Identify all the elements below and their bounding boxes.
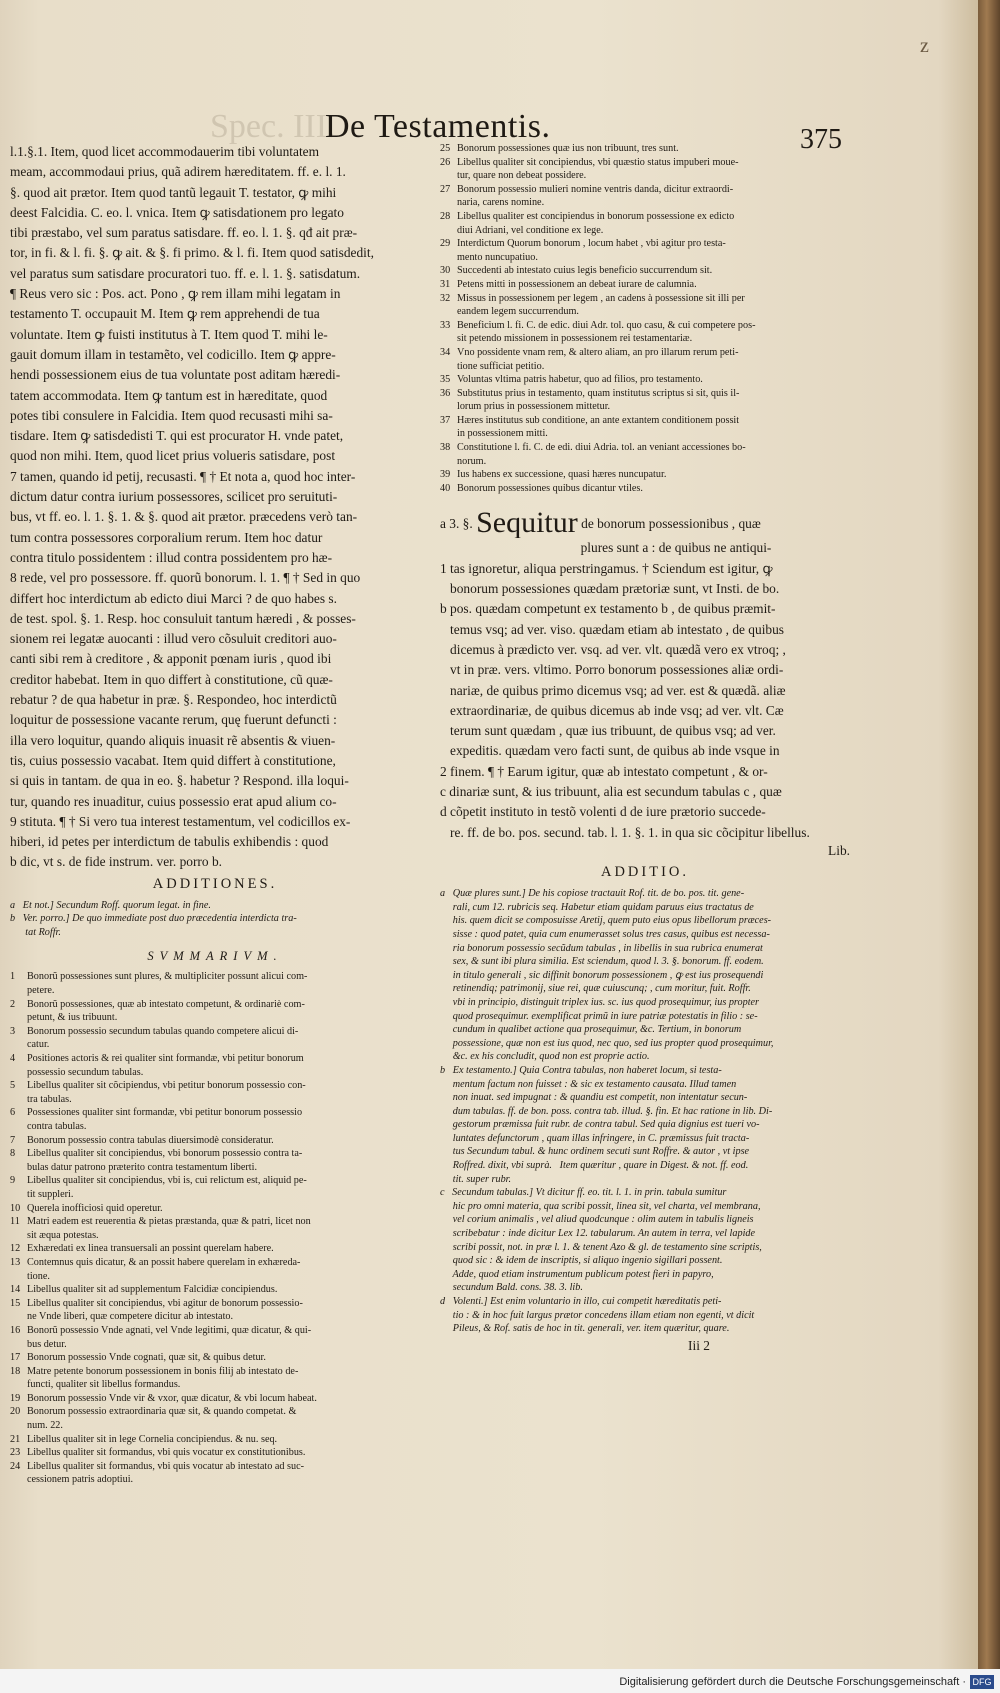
summarium-item: [10, 1351, 420, 1365]
summarium-item: [10, 1147, 420, 1161]
summarium-item: [10, 1038, 420, 1052]
body-line: tis, cuius possessio vacabat. Item quid differt à constitutione,: [10, 752, 336, 768]
summarium-text: norum.: [457, 455, 487, 467]
summarium-text: Querela inofficiosi quid operetur.: [27, 1202, 163, 1214]
summarium-item: [10, 1460, 420, 1474]
summarium-text: Bonorum possessio mulieri nomine ventris danda, dicitur extraordi-: [457, 183, 734, 195]
summarium-item: [10, 1256, 420, 1270]
summarium-text: tione.: [27, 1270, 50, 1282]
additio-line: a Quæ plures sunt.] De his copiose tractauit Rof. tit. de bo. pos. tit. gene-: [440, 888, 745, 900]
additio-line: vbi in principio, distinguit triplex ius. sc. ius quod prosequimur, ius propter: [440, 996, 760, 1008]
additio-line: dum tabulas. ff. de bon. poss. contra tab. illud. §. fin. Et hac ratione in lib. Di-: [440, 1105, 773, 1117]
summarium-number: 24: [10, 1460, 21, 1472]
summarium-text: Bonorũ possessio Vnde agnati, vel Vnde legitimi, quæ dicatur, & qui-: [27, 1324, 312, 1336]
summarium-text: num. 22.: [27, 1420, 63, 1432]
summarium-text: Libellus qualiter sit concipiendus, vbi is, cui relictum est, aliquid pe-: [27, 1175, 307, 1187]
summarium-text: Libellus qualiter sit concipiendus, vbi agitur de bonorum possessio-: [27, 1297, 303, 1309]
body-line: §. quod ait prætor. Item quod tantũ legauit T. testator, ꝙ mihi: [10, 184, 337, 200]
summarium-number: 20: [10, 1406, 21, 1418]
summarium-text: Substitutus prius in testamento, quam institutus scriptus si sit, quis il-: [457, 387, 740, 399]
summarium-number: 25: [440, 143, 451, 154]
body-line: meam, accommodaui prius, quã adirem hæreditatem. ff. e. l. 1.: [10, 164, 346, 180]
summarium-text: Interdictum Quorum bonorum , locum habet , vbi agitur pro testa-: [457, 238, 726, 250]
summarium-number: 23: [10, 1447, 21, 1459]
summarium-item: [10, 1093, 420, 1107]
additio-line: c Secundum tabulas.] Vt dicitur ff. eo. tit. l. 1. in prin. tabula sumitur: [440, 1187, 727, 1199]
summarium-text: Hæres institutus sub conditione, an ante extantem conditionem possit: [457, 414, 740, 426]
additio-line: b Ver. porro.] De quo immediate post duo præcedentia interdicta tra-: [10, 913, 297, 925]
summarium-item: [440, 482, 850, 496]
body-line: tum contra possessores corporalium rerum. Item hoc datur: [10, 529, 323, 545]
summarium-number: 40: [440, 482, 451, 494]
digitization-credit: Digitalisierung gefördert durch die Deutsche Forschungsgemeinschaft ·: [619, 1676, 966, 1688]
summarium-number: 18: [10, 1365, 21, 1377]
right-column: [440, 142, 850, 1356]
summarium-text: Bonorũ possessiones sunt plures, & multipliciter possunt alicui com-: [27, 971, 308, 983]
summarium-text: catur.: [27, 1039, 50, 1051]
summarium-item: [10, 1270, 420, 1284]
summarium-text: Possessiones qualiter sint formandæ, vbi petitur bonorum possessio: [27, 1107, 303, 1119]
summarium-number: 31: [440, 278, 451, 290]
additio-line: hic pro omni materia, qua scribi possit, linea sit, vel charta, vel membrana,: [440, 1200, 761, 1212]
body-line: ¶ Reus vero sic : Pos. act. Pono , ꝙ rem illam mihi legatam in: [10, 286, 341, 302]
summarium-text: Libellus qualiter sit formandus, vbi quis vocatur ex constitutionibus.: [27, 1447, 306, 1459]
summarium-number: 3: [10, 1025, 16, 1037]
summarium-text: Exhæredati ex linea transuersali an possint querelam habere.: [27, 1243, 274, 1255]
summarium-item: [440, 441, 850, 455]
body-line: hiberi, id petes per interdictum de tabulis exhibendis : quod: [10, 834, 329, 850]
summarium-item: [440, 142, 850, 156]
summarium-item: [10, 1433, 420, 1447]
summarium-item: [440, 455, 850, 469]
summarium-text: Bonorum possessio contra tabulas diuersimodè consideratur.: [27, 1134, 274, 1146]
left-column: [10, 142, 420, 1487]
summarium-item: [440, 156, 850, 170]
summarium-text: Missus in possessionem per legem , an cadens à possessione sit illi per: [457, 292, 745, 304]
summarium-text: Libellus qualiter sit concipiendus, vbi bonorum possessio contra ta-: [27, 1148, 303, 1160]
summarium-number: 16: [10, 1324, 21, 1336]
additio-line: ria bonorum possessio secũdum tabulas , in libellis in sua rubrica enumerat: [440, 942, 763, 954]
summarium-item: [10, 1134, 420, 1148]
summarium-item: [10, 1310, 420, 1324]
summarium-item: [10, 1378, 420, 1392]
body-line: canti sibi rem à creditore , & apponit pœnam iuris , quod ibi: [10, 651, 332, 667]
summarium-number: 8: [10, 1148, 16, 1160]
body-line: dicemus à prædicto ver. vsq. ad ver. vlt. quædã vero ex vtroq; ,: [440, 641, 786, 657]
additio-line: tit. super rubr.: [440, 1173, 512, 1185]
summarium-heading: SVMMARIVM.: [147, 949, 283, 964]
left-body-text: [10, 142, 420, 873]
additio-line: scribi possit, not. in præ l. 1. & tenent Azo & gl. de testamento sine scriptis,: [440, 1241, 762, 1253]
signature-mark: Iii 2: [688, 1337, 710, 1353]
summarium-list: [10, 970, 420, 1487]
right-body-text: [440, 538, 850, 842]
additio-line: Adde, quod etiam instrumentum publicum potest fieri in papyro,: [440, 1268, 714, 1280]
summarium-text: tit suppleri.: [27, 1188, 74, 1200]
body-line: tor, in fi. & l. fi. §. ꝙ ait. & §. fi primo. & l. fi. Item quod satisdedit,: [10, 245, 374, 261]
body-line: creditor habebat. Item in quo differt à constitutione, cũ quæ-: [10, 671, 333, 687]
summarium-text: functi, qualiter sit libellus formandus.: [27, 1379, 181, 1391]
body-line: tisdare. Item ꝙ satisdedisti T. qui est procurator H. vnde patet,: [10, 428, 344, 444]
dfg-logo: DFG: [970, 1675, 994, 1689]
summarium-item: [440, 292, 850, 306]
summarium-number: 7: [10, 1134, 16, 1146]
summarium-item: [440, 414, 850, 428]
summarium-item: [440, 400, 850, 414]
summarium-text: Libellus qualiter sit ad supplementum Falcidiæ concipiendus.: [27, 1284, 278, 1296]
additio-line: possessione, quæ non est ius quod, nec quo, sed ius propter quod prosequimur,: [440, 1037, 774, 1049]
summarium-text: Positiones actoris & rei qualiter sint formandæ, vbi petitur bonorum: [27, 1053, 304, 1065]
body-line: tibi præstabo, vel sum paratus satisdare. ff. eo. l. 1. §. qđ ait præ-: [10, 225, 358, 241]
left-additiones: [10, 899, 420, 940]
summarium-item: [440, 305, 850, 319]
summarium-number: 33: [440, 319, 451, 331]
additio-line: mentum factum non fuisset : & sic ex testamento causata. Illud tamen: [440, 1078, 737, 1090]
summarium-number: 39: [440, 469, 451, 481]
summarium-text: Bonorum possessio Vnde vir & vxor, quæ dicatur, & vbi locum habeat.: [27, 1392, 317, 1404]
summarium-item: [10, 1419, 420, 1433]
summarium-item: [10, 1405, 420, 1419]
summarium-text: Bonorum possessio secundum tabulas quando competere alicui di-: [27, 1025, 299, 1037]
summarium-number: 27: [440, 183, 451, 195]
summarium-item: [440, 278, 850, 292]
summarium-text: possessio secundum tabulas.: [27, 1066, 144, 1078]
body-line: gauit domum illam in testamẽto, vel codicillo. Item ꝙ appre-: [10, 346, 336, 362]
summarium-item: [10, 984, 420, 998]
summarium-text: Bonorum possessiones quibus dicantur vtiles.: [457, 482, 643, 494]
summarium-item: [10, 1025, 420, 1039]
summarium-number: 26: [440, 156, 451, 168]
summarium-text: Voluntas vltima patris habetur, quo ad filios, pro testamento.: [457, 374, 703, 386]
summarium-item: [10, 1283, 420, 1297]
catchword: Lib.: [828, 842, 850, 858]
summarium-item: [440, 237, 850, 251]
summarium-number: 6: [10, 1107, 16, 1119]
summarium-text: sit æqua potestas.: [27, 1229, 99, 1241]
summarium-number: 37: [440, 414, 451, 426]
summarium-item: [10, 1011, 420, 1025]
summarium-item: [440, 224, 850, 238]
summarium-item: [440, 196, 850, 210]
body-line: l.1.§.1. Item, quod licet accommodauerim tibi voluntatem: [10, 144, 320, 159]
summarium-text: petere.: [27, 985, 55, 997]
additio-line: retinendiq; patrimonij, siue rei, quæ cuiuscunq; , cum moritur, fuit. Roffr.: [440, 983, 751, 995]
summarium-text: Matre petente bonorum possessionem in bonis filij ab intestato de-: [27, 1365, 299, 1377]
summarium-item: [10, 998, 420, 1012]
summarium-text: cessionem patris adoptiui.: [27, 1474, 134, 1486]
additio-line: luntates defunctorum , quam illas infringere, in C. præmissus fuit tracta-: [440, 1132, 750, 1144]
summarium-number: 38: [440, 442, 451, 454]
summarium-number: 10: [10, 1202, 21, 1214]
summarium-item: [440, 427, 850, 441]
summarium-item: [10, 970, 420, 984]
summarium-number: 2: [10, 998, 16, 1010]
summarium-text: lorum prius in possessionem mittetur.: [457, 401, 611, 413]
body-line: differt hoc interdictum ab edicto diui Marci ? de quo habes s.: [10, 590, 337, 606]
additio-line: rali, cum 12. rubricis seq. Habetur etiam quidam paruus eius tractatus de: [440, 901, 754, 913]
additio-line: gestorum præmissa fuit rubr. de contra tabul. Sed quia dignius est tueri vo-: [440, 1119, 760, 1131]
body-line: plures sunt a : de quibus ne antiqui-: [440, 540, 772, 556]
summarium-text: Contemnus quis dicatur, & an possit habere querelam in exhæreda-: [27, 1256, 301, 1268]
summarium-number: 5: [10, 1080, 16, 1092]
additio-line: Pileus, & Rof. satis de hoc in tit. generali, ver. item quæritur, quare.: [440, 1323, 730, 1335]
summarium-number: 4: [10, 1053, 16, 1065]
summarium-item: [440, 264, 850, 278]
additio-line: in titulo generali , sic diffinit bonorum possessionem , ꝙ est ius prosequendi: [440, 969, 764, 981]
body-line: sionem rei legatæ auocanti : illud vero cõsuluit creditori auo-: [10, 631, 337, 647]
additio-heading: ADDITIO.: [600, 864, 690, 881]
summarium-text: Bonorum possessio Vnde cognati, quæ sit, & quibus detur.: [27, 1352, 266, 1364]
additio-line: cundum in qualibet actione qua prosequimur, &c. Tertium, in bonorum: [440, 1024, 742, 1036]
summarium-item: [10, 1120, 420, 1134]
summarium-text: contra tabulas.: [27, 1121, 87, 1132]
summarium-number: 17: [10, 1352, 21, 1364]
body-line: rebatur ? de qua habetur in præ. §. Respondeo, hoc interdictũ: [10, 692, 337, 708]
summarium-text: diui Adriani, vel conditione ex lege.: [457, 224, 604, 236]
body-line: 8 rede, vel pro possessore. ff. quorũ bonorum. l. 1. ¶ † Sed in quo: [10, 570, 361, 586]
additio-line: d Volenti.] Est enim voluntario in illo, cui competit hæreditatis peti-: [440, 1296, 722, 1307]
summarium-item: [440, 387, 850, 401]
summarium-number: 14: [10, 1284, 21, 1296]
right-additio: [440, 887, 850, 1336]
additiones-heading: ADDITIONES.: [152, 875, 278, 892]
summarium-number: 15: [10, 1297, 21, 1309]
summarium-item: [440, 210, 850, 224]
summarium-text: Bonorũ possessiones, quæ ab intestato competunt, & ordinariè com-: [27, 998, 305, 1010]
summarium-text: Ius habens ex successione, quasi hæres nuncupatur.: [457, 469, 667, 481]
body-line: 2 finem. ¶ † Earum igitur, quæ ab intestato competunt , & or-: [440, 763, 768, 779]
additio-line: non inuat. sed impugnat : & quandiu est competit, non intentatur secun-: [440, 1092, 748, 1104]
body-line: 7 tamen, quando id petij, recusasti. ¶ † Et nota a, quod hoc inter-: [10, 468, 356, 484]
additio-line: tus Secundum tabul. & hunc ordinem secuti sunt Roffre. & autor , vt ipse: [440, 1146, 750, 1158]
body-line: vel paratus sum satisdare procuratori tuo. ff. e. l. 1. §. satisdatum.: [10, 265, 361, 281]
summarium-number: 21: [10, 1433, 21, 1445]
body-line: re. ff. de bo. pos. secund. tab. l. 1. §. 1. in qua sic cõcipitur libellus.: [440, 824, 810, 840]
body-line: dictum datur contra iurium possessores, scilicet pro seruituti-: [10, 489, 338, 505]
page-number: 375: [800, 124, 842, 155]
summarium-text: Petens mitti in possessionem an debeat iurare de calumnia.: [457, 278, 697, 290]
summarium-text: Constitutione l. fi. C. de edi. diui Adria. tol. an veniant accessiones bo-: [457, 442, 746, 454]
additio-line: &c. ex his concludit, quod non est proprie actio.: [440, 1051, 650, 1063]
body-line: tatem accommodata. Item ꝙ tantum est in hæreditate, quod: [10, 387, 328, 403]
summarium-item: [10, 1229, 420, 1243]
body-line: voluntate. Item ꝙ fuisti institutus à T. Item quod T. mihi le-: [10, 326, 328, 342]
body-line: terum sunt quædam , quæ ius tribuunt, de quibus vsq; ad ver.: [440, 723, 776, 739]
summarium-item: [440, 319, 850, 333]
additio-line: tat Roffr.: [10, 926, 61, 938]
summarium-number: 35: [440, 374, 451, 386]
summarium-item: [10, 1297, 420, 1311]
corner-mark: z: [920, 35, 929, 57]
summarium-text: Libellus qualiter sit in lege Cornelia concipiendus. & nu. seq.: [27, 1433, 278, 1445]
body-line: quod non mihi. Item, quod licet prius volueris satisdare, post: [10, 448, 336, 464]
summarium-number: 34: [440, 346, 451, 358]
additio-line: his. quem dicit se composuisse Aretij, quem puto eius opus libellorum præces-: [440, 915, 772, 927]
book-spine: [978, 0, 1000, 1693]
summarium-item: [10, 1188, 420, 1202]
summarium-number: 36: [440, 387, 451, 399]
additio-line: scribebatur : inde dicitur Lex 12. tabularum. An autem in terra, vel lapide: [440, 1228, 756, 1240]
body-line: loquitur de possessione vacante rerum, quę fuerunt defuncti :: [10, 712, 337, 728]
summarium-text: eandem legem succurrendum.: [457, 306, 579, 318]
summarium-item: [440, 346, 850, 360]
running-title: De Testamentis.: [325, 108, 551, 145]
body-line: extraordinariæ, de quibus dicemus ab inde vsq; ad ver. vlt. Cæ: [440, 702, 784, 718]
summarium-number: 12: [10, 1243, 21, 1255]
summarium-item: [440, 332, 850, 346]
additio-line: a Et not.] Secundum Roff. quorum legat. in fine.: [10, 899, 211, 911]
summarium-list-continued: [440, 142, 850, 495]
summarium-text: Matri eadem est reuerentia & pietas præstanda, quæ & patri, licet non: [27, 1216, 311, 1228]
body-line: nariæ, de quibus primo dicemus vsq; ad ver. est & quædã. aliæ: [440, 682, 786, 698]
summarium-text: bus detur.: [27, 1338, 67, 1350]
summarium-text: bulas datur patrono præterito contra testamentum liberti.: [27, 1161, 258, 1173]
body-line: deest Falcidia. C. eo. l. vnica. Item ꝙ satisdationem pro legato: [10, 204, 344, 220]
summarium-text: tra tabulas.: [27, 1093, 72, 1105]
summarium-text: mento nuncupatiuo.: [457, 251, 538, 263]
body-line: tur, quando res inuaditur, cuius possessio erat apud alium co-: [10, 793, 337, 809]
summarium-text: sit petendo missionem in possessionem rei testamentariæ.: [457, 333, 693, 345]
summarium-item: [10, 1446, 420, 1460]
summarium-number: 13: [10, 1256, 21, 1268]
summarium-item: [10, 1066, 420, 1080]
summarium-item: [440, 251, 850, 265]
summarium-text: petunt, & ius tribuunt.: [27, 1012, 118, 1024]
summarium-item: [440, 360, 850, 374]
summarium-item: [440, 468, 850, 482]
summarium-text: Succedenti ab intestato cuius legis beneficio succurrendum sit.: [457, 265, 713, 277]
summarium-text: tione sufficiat petitio.: [457, 360, 545, 372]
sequitur-initial: Sequitur: [476, 509, 578, 539]
summarium-item: [10, 1215, 420, 1229]
summarium-text: Bonorum possessiones quæ ius non tribuunt, tres sunt.: [457, 143, 679, 154]
summarium-item: [10, 1392, 420, 1406]
summarium-number: 30: [440, 265, 451, 277]
summarium-number: 9: [10, 1175, 16, 1187]
additio-line: sisse : quod patet, quia cum enumerasset solus tres casus, quibus est necessa-: [440, 928, 770, 940]
body-line: temus vsq; ad ver. viso. quædam etiam ab intestato , de quibus: [440, 621, 785, 637]
summarium-number: 32: [440, 292, 451, 304]
additio-line: quod sic : & idem de inscriptis, si aliquo ingenio sigillari possent.: [440, 1255, 723, 1267]
additio-line: sex, & sunt ibi plura similia. Est sciendum, quod l. 3. §. bonorum. ff. eodem.: [440, 956, 764, 968]
additio-line: b Ex testamento.] Quia Contra tabulas, non haberet locum, si testa-: [440, 1064, 722, 1076]
body-line: 9 stituta. ¶ † Si vero tua interest testamentum, vel codicillos ex-: [10, 813, 351, 829]
body-line: b pos. quædam competunt ex testamento b , de quibus præmit-: [440, 601, 776, 617]
summarium-text: Vno possidente vnam rem, & altero aliam, an pro illarum rerum peti-: [457, 346, 739, 358]
additio-line: vel corium animalis , vel aliud quodcunque : olim autem in tabulis ligneis: [440, 1214, 754, 1226]
body-line: hendi possessionem eius de tua voluntate post aditam hæredi-: [10, 367, 341, 383]
body-line: testamento T. occupauit M. Item ꝙ rem apprehendi de tua: [10, 306, 320, 322]
body-line: potes tibi consulere in Falcidia. Item quod recusasti mihi sa-: [10, 407, 333, 423]
additio-line: quod prosequimur. exemplificat primũ in iure patriæ potestatis in filio : se-: [440, 1010, 758, 1022]
additio-line: tio : & in hoc fuit largus prætor concedens illam etiam non egenti, vt dicit: [440, 1309, 755, 1321]
summarium-item: [10, 1324, 420, 1338]
summarium-text: in possessionem mitti.: [457, 428, 548, 440]
summarium-text: Bonorum possessio extraordinaria quæ sit, & quando competat. &: [27, 1406, 297, 1418]
summarium-number: 1: [10, 971, 16, 983]
additio-line: Roffred. dixit, vbi suprà. Item quæritur , quare in Digest. & not. ff. eod.: [440, 1160, 749, 1172]
body-line: illa vero loquitur, quando aliquis inuasit rẽ absentis & viuen-: [10, 732, 336, 748]
summarium-text: Libellus qualiter sit concipiendus, vbi quæstio status impuberi moue-: [457, 156, 739, 168]
summarium-number: 19: [10, 1392, 21, 1404]
body-line: b dic, vt s. de fide instrum. ver. porro b.: [10, 854, 222, 870]
summarium-item: [440, 183, 850, 197]
sequitur-line: [440, 509, 850, 538]
summarium-text: Beneficium l. fi. C. de edic. diui Adr. tol. quo casu, & cui competere pos-: [457, 319, 756, 331]
summarium-item: [440, 373, 850, 387]
body-line: d cõpetit instituto in testõ volenti d de iure prætorio succede-: [440, 804, 766, 820]
body-line: 1 tas ignoretur, aliqua perstringamus. † Sciendum est igitur, ꝙ: [440, 560, 773, 576]
summarium-text: Libellus qualiter est concipiendus in bonorum possessione ex edicto: [457, 210, 735, 222]
summarium-text: tur, quare non debeat possidere.: [457, 170, 587, 182]
body-line: si quis in tantam. de qua in eo. §. habetur ? Respond. illa loqui-: [10, 773, 349, 789]
summarium-text: Libellus qualiter sit formandus, vbi quis vocatur ab intestato ad suc-: [27, 1460, 304, 1472]
sequitur-rest: de bonorum possessionibus , quæ: [581, 516, 761, 532]
summarium-item: [10, 1242, 420, 1256]
summarium-item: [10, 1052, 420, 1066]
summarium-item: [10, 1338, 420, 1352]
summarium-item: [10, 1161, 420, 1175]
summarium-item: [10, 1106, 420, 1120]
body-line: de test. spol. §. 1. Resp. hoc consuluit tantum hæredi , & posses-: [10, 610, 356, 626]
section-mark: a 3. §.: [440, 516, 473, 532]
body-line: bus, vt ff. eo. l. 1. §. 1. & §. quod ait prætor. præcedens verò tan-: [10, 509, 358, 525]
summarium-number: 28: [440, 210, 451, 222]
summarium-text: naria, carens nomine.: [457, 197, 545, 209]
body-line: c dinariæ sunt, & ius tribuunt, alia est secundum tabulas c , quæ: [440, 784, 782, 799]
additio-line: secundum Bald. cons. 38. 3. lib.: [440, 1282, 583, 1294]
summarium-item: [10, 1174, 420, 1188]
summarium-number: 29: [440, 238, 451, 250]
body-line: bonorum possessiones quædam prætoriæ sunt, vt Insti. de bo.: [440, 581, 780, 597]
bleed-through-title: Spec. III.: [210, 108, 336, 145]
body-line: contra titulo possidentem : illud contra possidentem pro hæ-: [10, 549, 333, 565]
body-line: vt in præ. vers. vltimo. Porro bonorum possessiones aliæ ordi-: [440, 662, 784, 678]
summarium-item: [440, 169, 850, 183]
summarium-item: [10, 1365, 420, 1379]
summarium-item: [10, 1473, 420, 1487]
summarium-number: 11: [10, 1216, 20, 1228]
summarium-text: ne Vnde liberi, quæ competere dicitur ab intestato.: [27, 1311, 234, 1323]
summarium-item: [10, 1202, 420, 1216]
body-line: expeditis. quædam vero facti sunt, de quibus ab inde vsque in: [440, 743, 780, 759]
summarium-text: Libellus qualiter sit cõcipiendus, vbi petitur bonorum possessio con-: [27, 1080, 306, 1092]
summarium-item: [10, 1079, 420, 1093]
